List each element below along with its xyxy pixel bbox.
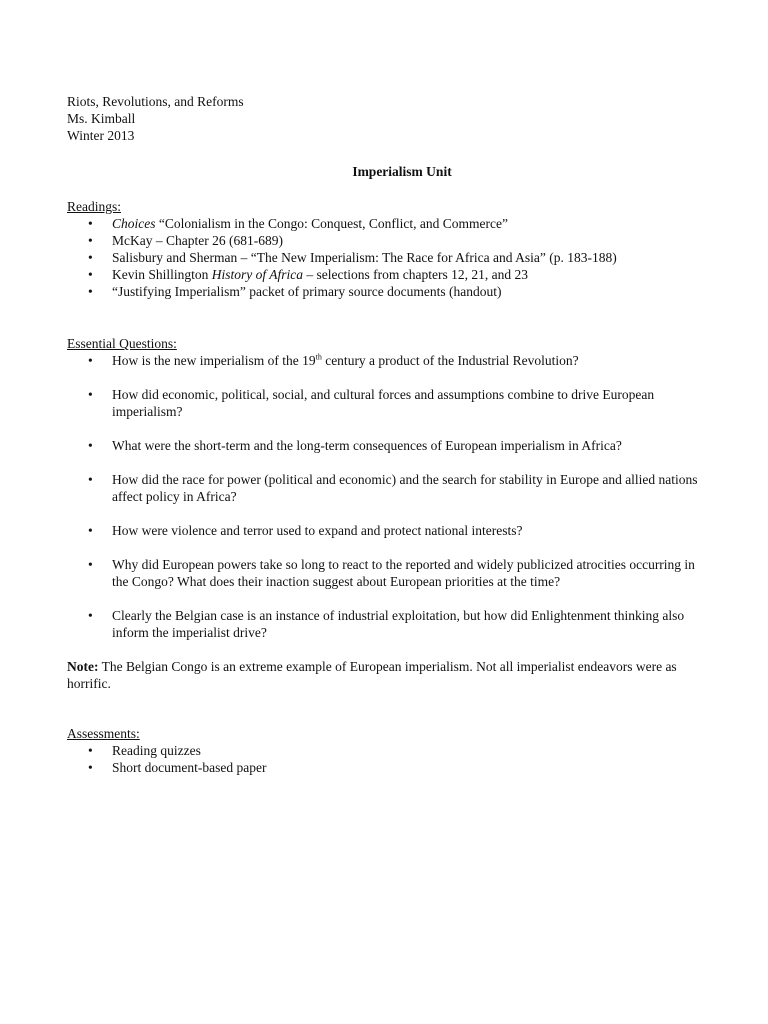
note-text: The Belgian Congo is an extreme example of European imperialism. Not all imperialist endeavors were as horrific. xyxy=(67,659,677,691)
bullet-icon: • xyxy=(88,233,93,248)
bullet-icon: • xyxy=(88,760,93,775)
question-item xyxy=(67,386,707,420)
reading-text: “Justifying Imperialism” packet of primary source documents (handout) xyxy=(112,284,502,299)
question-item xyxy=(67,556,707,590)
bullet-icon: • xyxy=(88,743,93,758)
reading-italic-title: Choices xyxy=(112,216,156,231)
bullet-icon: • xyxy=(88,250,93,265)
reading-item xyxy=(67,266,707,283)
question-text: century a product of the Industrial Revolution? xyxy=(321,353,579,368)
bullet-icon: • xyxy=(88,216,93,231)
reading-item xyxy=(67,232,707,249)
reading-text: McKay – Chapter 26 (681-689) xyxy=(112,233,283,248)
reading-item xyxy=(67,283,707,300)
question-item xyxy=(67,352,707,369)
question-text: What were the short-term and the long-term consequences of European imperialism in Africa? xyxy=(112,438,622,453)
reading-text: “Colonialism in the Congo: Conquest, Conflict, and Commerce” xyxy=(155,216,508,231)
reading-item xyxy=(67,249,707,266)
bullet-icon: • xyxy=(88,608,93,623)
unit-title: Imperialism Unit xyxy=(352,164,452,179)
question-item xyxy=(67,471,707,505)
assessment-item xyxy=(67,742,707,759)
spacer xyxy=(67,692,707,725)
readings-list xyxy=(67,215,707,300)
bullet-icon: • xyxy=(88,387,93,402)
bullet-icon: • xyxy=(88,438,93,453)
assessments-heading: Assessments: xyxy=(67,726,140,741)
spacer xyxy=(67,300,707,335)
note-paragraph xyxy=(67,658,707,692)
essential-questions-list xyxy=(67,352,707,641)
bullet-icon: • xyxy=(88,523,93,538)
bullet-icon: • xyxy=(88,353,93,368)
readings-heading: Readings: xyxy=(67,199,121,214)
assessment-text: Reading quizzes xyxy=(112,743,201,758)
reading-text: – selections from chapters 12, 21, and 23 xyxy=(303,267,528,282)
reading-text: Salisbury and Sherman – “The New Imperialism: The Race for Africa and Asia” (p. 183-188) xyxy=(112,250,617,265)
reading-text: Kevin Shillington xyxy=(112,267,212,282)
bullet-icon: • xyxy=(88,557,93,572)
question-text: How did the race for power (political and economic) and the search for stability in Europe and allied nations affect policy in Africa? xyxy=(112,472,698,504)
course-name: Riots, Revolutions, and Reforms xyxy=(67,94,244,109)
question-text: How were violence and terror used to expand and protect national interests? xyxy=(112,523,523,538)
question-text: Clearly the Belgian case is an instance of industrial exploitation, but how did Enlightenment thinking also inform the imperialist drive? xyxy=(112,608,685,640)
question-item xyxy=(67,607,707,641)
superscript: th xyxy=(315,352,322,362)
bullet-icon: • xyxy=(88,472,93,487)
question-text: How did economic, political, social, and cultural forces and assumptions combine to drive European imperialism? xyxy=(112,387,655,419)
bullet-icon: • xyxy=(88,267,93,282)
document-page xyxy=(67,93,707,776)
assessments-list xyxy=(67,742,707,776)
bullet-icon: • xyxy=(88,284,93,299)
assessment-item xyxy=(67,759,707,776)
reading-item xyxy=(67,215,707,232)
question-text: Why did European powers take so long to react to the reported and widely publicized atrocities occurring in the Congo? What does their inaction suggest about European priorities at the time? xyxy=(112,557,695,589)
reading-italic-title: History of Africa xyxy=(211,267,304,282)
term: Winter 2013 xyxy=(67,128,135,143)
question-item xyxy=(67,437,707,454)
note-label: Note: xyxy=(67,659,99,674)
question-item xyxy=(67,522,707,539)
teacher-name: Ms. Kimball xyxy=(67,111,136,126)
essential-questions-heading: Essential Questions: xyxy=(67,336,177,351)
question-text: How is the new imperialism of the 19 xyxy=(112,353,316,368)
assessment-text: Short document-based paper xyxy=(112,760,267,775)
